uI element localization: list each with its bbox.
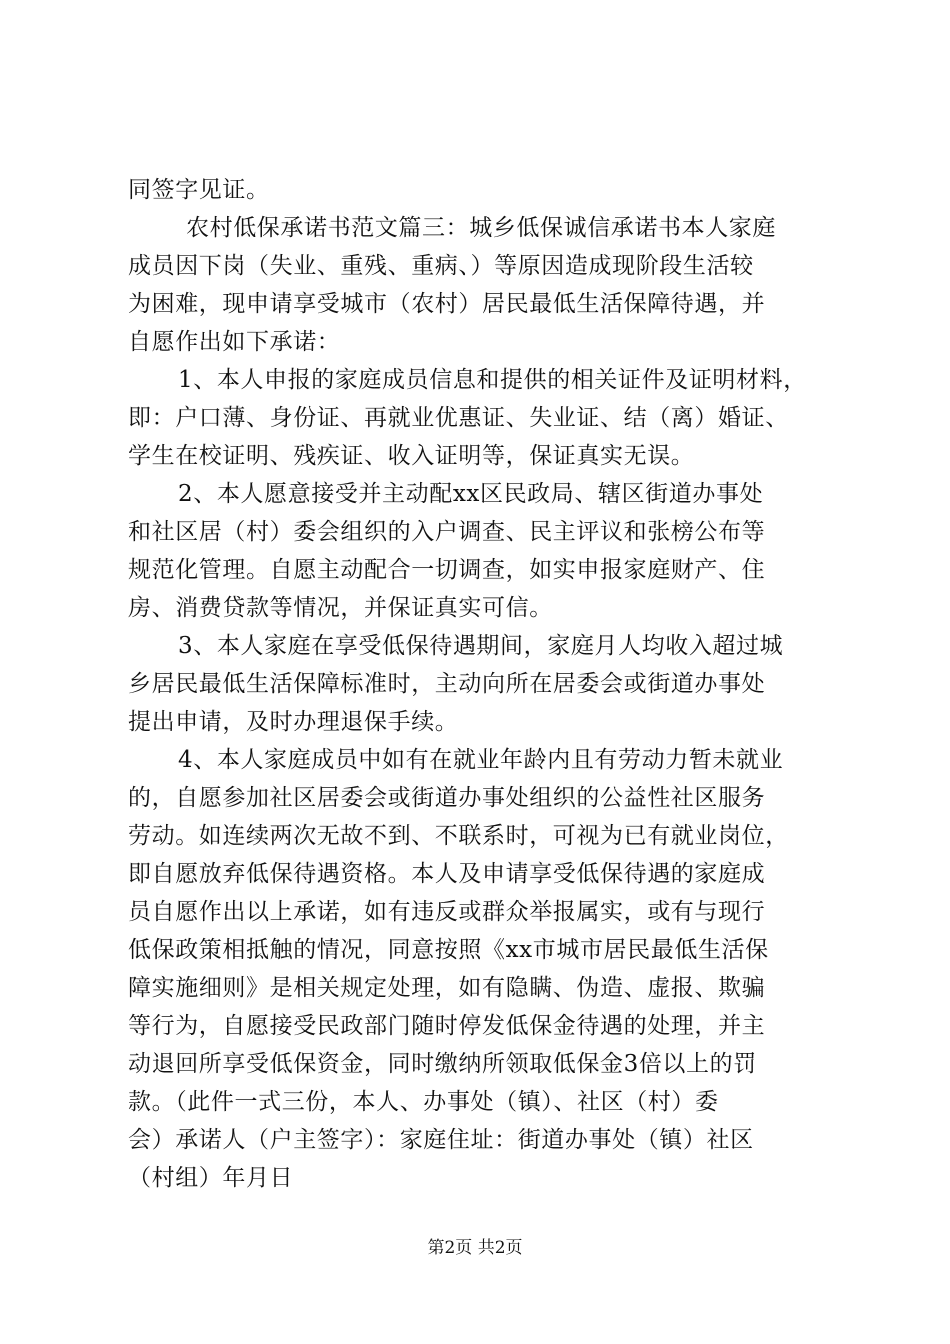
text-line: 动退回所享受低保资金，同时缴纳所领取低保金3倍以上的罚 [128, 1051, 757, 1077]
text-line: 成员因下岗（失业、重残、重病、）等原因造成现阶段生活较 [128, 253, 754, 279]
text-line: 即：户口薄、身份证、再就业优惠证、失业证、结（离）婚证、 [128, 405, 789, 431]
text-line: 同签字见证。 [128, 177, 270, 203]
text-line: 低保政策相抵触的情况，同意按照《xx市城市居民最低生活保 [128, 937, 769, 963]
text-line: 的，自愿参加社区居委会或街道办事处组织的公益性社区服务 [128, 785, 766, 811]
text-line: 款。（此件一式三份，本人、办事处（镇）、社区（村）委 [128, 1089, 719, 1115]
text-line: 等行为，自愿接受民政部门随时停发低保金待遇的处理，并主 [128, 1013, 766, 1039]
text-line: 乡居民最低生活保障标准时，主动向所在居委会或街道办事处 [128, 671, 766, 697]
text-line: 房、消费贷款等情况，并保证真实可信。 [128, 595, 553, 621]
text-line: 障实施细则》是相关规定处理，如有隐瞒、伪造、虚报、欺骗 [128, 975, 766, 1001]
text-line: 提出申请，及时办理退保手续。 [128, 709, 459, 735]
text-line: 会）承诺人（户主签字）：家庭住址：街道办事处（镇）社区 [128, 1127, 754, 1153]
document-body [128, 171, 828, 1197]
page-number-label: 第2页 共2页 [427, 1238, 523, 1258]
text-line: 和社区居（村）委会组织的入户调查、民主评议和张榜公布等 [128, 519, 766, 545]
text-line: 即自愿放弃低保待遇资格。本人及申请享受低保待遇的家庭成 [128, 861, 766, 887]
text-line: 学生在校证明、残疾证、收入证明等，保证真实无误。 [128, 443, 695, 469]
paragraph-first-line: 农村低保承诺书范文篇三：城乡低保诚信承诺书本人家庭 [186, 215, 776, 241]
text-line: 员自愿作出以上承诺，如有违反或群众举报属实，或有与现行 [128, 899, 766, 925]
list-item-3-first-line: 3、本人家庭在享受低保待遇期间，家庭月人均收入超过城 [178, 633, 784, 659]
list-item-2-first-line: 2、本人愿意接受并主动配xx区民政局、辖区街道办事处 [178, 481, 764, 507]
text-line: 劳动。如连续两次无故不到、不联系时，可视为已有就业岗位， [128, 823, 789, 849]
text-line: （村组）年月日 [128, 1165, 294, 1191]
text-line: 为困难，现申请享受城市（农村）居民最低生活保障待遇，并 [128, 291, 766, 317]
list-item-1-first-line: 1、本人申报的家庭成员信息和提供的相关证件及证明材料， [178, 367, 807, 393]
list-item-4-first-line: 4、本人家庭成员中如有在就业年龄内且有劳动力暂未就业 [178, 747, 784, 773]
page-footer [0, 1236, 950, 1260]
text-line: 规范化管理。自愿主动配合一切调查，如实申报家庭财产、住 [128, 557, 766, 583]
text-line: 自愿作出如下承诺： [128, 329, 341, 355]
